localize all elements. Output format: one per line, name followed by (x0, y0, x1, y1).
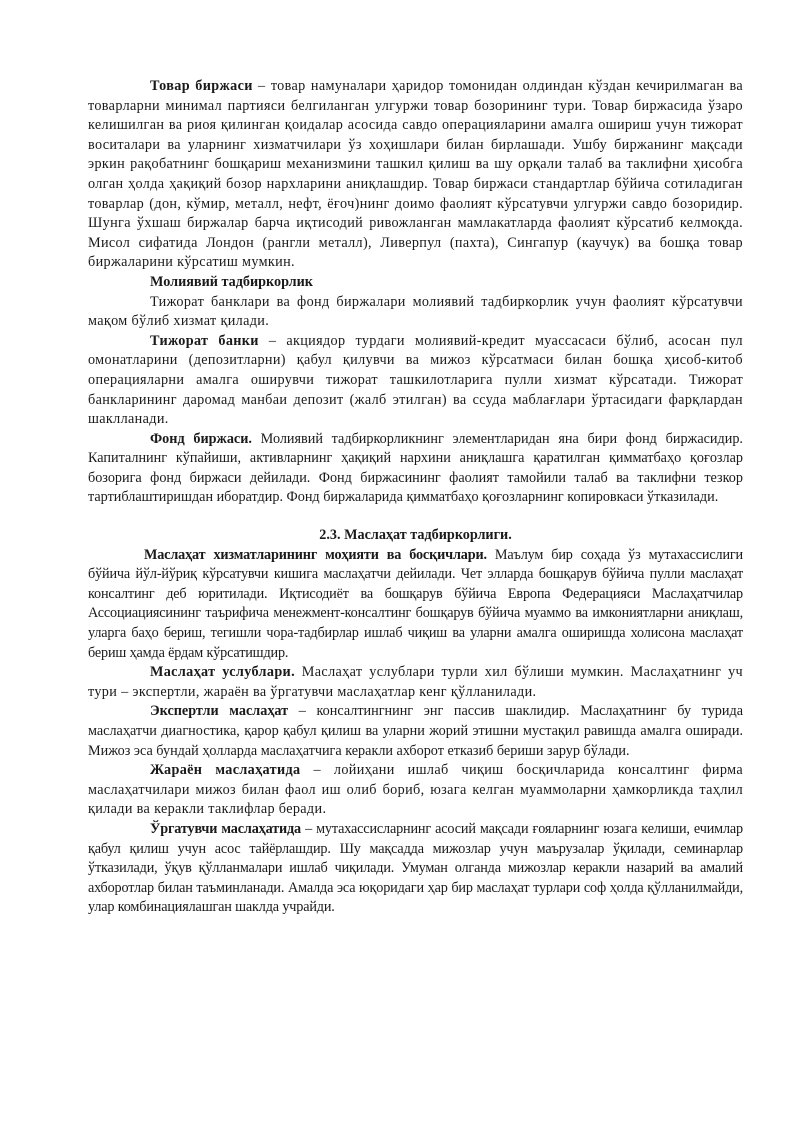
term-stock-exchange: Фонд биржаси. (150, 430, 252, 447)
paragraph-text: – лойиҳани ишлаб чиқиш босқичларида консалтинг фирма маслаҳатчилари мижоз билан фаол иш олиб бориб, юзага келган муаммоларни ҳамкорликда таҳлил қилади ва керакли таклифлар беради. (88, 762, 743, 818)
term-expert-consulting: Экспертли маслаҳат (150, 703, 289, 720)
paragraph-text: Маслаҳат услублари турли хил бўлиши мумкин. Маслаҳатнинг уч тури – экспертли, жараён ва ўргатувчи маслаҳатлар кенг қўлланилади. (88, 664, 743, 700)
paragraph-process-consulting (88, 761, 743, 820)
heading-financial-entrepreneurship: Молиявий тадбиркорлик (150, 273, 313, 290)
section-title: 2.3. Маслаҳат тадбиркорлиги. (319, 527, 512, 544)
page-content (88, 77, 743, 918)
paragraph-text: Молиявий тадбиркорликнинг элементларидан яна бири фонд биржасидир. Капиталнинг кўпайиши, активларнинг ҳақиқий нархини аниқлашга қаратилган қимматбаҳо қоғозлар бозорига фонд биржаси дейилади. Фонд биржасининг фаолият тамойили талаб ва таклифни тезкор тартиблаштиришдан иборатдир. Фонд биржаларида қимматбаҳо қоғозларнинг копировкаси ўтказилади. (88, 430, 743, 506)
term-consulting-methods: Маслаҳат услублари. (150, 664, 295, 681)
paragraph-text: – мутахассисларнинг асосий мақсади ғояларнинг юзага келиши, ечимлар қабул қилиш учун асос тайёрлашдир. Шу мақсадда мижозлар учун маърузалар ўқилади, семинарлар ўтказилади, ўқув қўлланмалари ишлаб чиқилади. Умуман олганда мижозлар керакли назарий ва амалий ахборотлар билан таъминланади. Амалда эса юқоридаги ҳар бир маслаҳат турлари соф ҳолда қўлланилмайди, улар комбинациялашган шаклда учрайди. (88, 820, 743, 916)
paragraph-stock-exchange (88, 430, 743, 508)
term-commercial-bank: Тижорат банки (150, 332, 259, 349)
paragraph-consulting-methods (88, 663, 743, 702)
term-process-consulting: Жараён маслаҳатида (150, 762, 301, 779)
term-commodity-exchange: Товар биржаси (150, 78, 253, 94)
paragraph-text: Маълум бир соҳада ўз мутахассислиги бўйича йўл-йўриқ кўрсатувчи кишига маслаҳатчи дейилади. Чет элларда бошқарув бўйича пулли маслаҳат консалтинг деб юритилади. Иқтисодиёт ва бошқарув бўйича Европа Федерацияси Маслаҳатчилар Ассоциациясининг таърифича менежмент-консалтинг бошқарув бўйича муаммо ва имкониятларни аниқлаш, уларга баҳо бериш, тегишли чора-тадбирлар ишлаб чиқиш ва уларни амалга оширишда холисона маслаҳат бериш ҳамда ёрдам кўрсатишдир. (88, 546, 743, 661)
term-consulting-essence: Маслаҳат хизматларининг моҳияти ва босқичлари. (144, 546, 487, 563)
paragraph-text: – товар намуналари ҳаридор томонидан олдиндан кўздан кечирилмаган ва товарларни минимал партияси белгиланган улгуржи товар бозорининг тури. Товар биржасида ўзаро келишилган ва риоя қилинган қоидалар асосида савдо операцияларини амалга ошириш учун тижорат воситалари ва уларнинг хизматчилари ўз хоҳишлари билан бирлашади. Ушбу биржанинг мақсади эркин рақобатнинг бошқариш механизмини ташкил қилиш ва шу орқали талаб ва таклифни ҳисобга олган ҳолда ҳақиқий бозор нархларини аниқлашдир. Товар биржаси стандартлар бўйича сотиладиган товарлар (дон, кўмир, металл, нефт, ёғоч)нинг доимо фаолият кўрсатувчи улгуржи савдо бозоридир. Шунга ўхшаш биржалар барча иқтисодий ривожланган мамлакатларда фаолият кўрсатиб келмоқда. Мисол сифатида Лондон (рангли металл), Ливерпул (пахта), Сингапур (каучук) ва бошқа товар биржаларини кўрсатиш мумкин. (88, 78, 744, 271)
paragraph-text: – консалтингнинг энг пассив шаклидир. Маслаҳатнинг бу турида маслаҳатчи диагностика, қарор қабул қилиш ва уларни жорий этишни мустақил равишда амалга оширади. Мижоз эса бундай ҳолларда маслаҳатчига керакли ахборот етказиб бериши зарур бўлади. (88, 703, 743, 759)
term-training-consulting: Ўргатувчи маслаҳатида (150, 820, 301, 837)
paragraph-consulting-essence (88, 546, 743, 664)
paragraph-training-consulting (88, 820, 743, 918)
paragraph-commodity-exchange (88, 77, 743, 273)
paragraph-text: – акциядор турдаги молиявий-кредит муассасаси бўлиб, асосан пул омонатларини (депозитларни) қабул қилувчи ва мижоз кўрсатмаси билан бошқа ҳисоб-китоб операцияларни амалга оширувчи тижорат ташкилотларига пулли хизмат кўрсатади. Тижорат банкларининг даромад манбаи депозит (жалб этилган) ва ссуда маблағлари ўртасидаги фарқлардан шаклланади. (88, 332, 743, 428)
paragraph-expert-consulting (88, 702, 743, 761)
paragraph-financial-intro: Тижорат банклари ва фонд биржалари молиявий тадбиркорлик учун фаолият кўрсатувчи мақом бўлиб хизмат қилади. (88, 293, 743, 330)
paragraph-commercial-bank (88, 332, 743, 430)
